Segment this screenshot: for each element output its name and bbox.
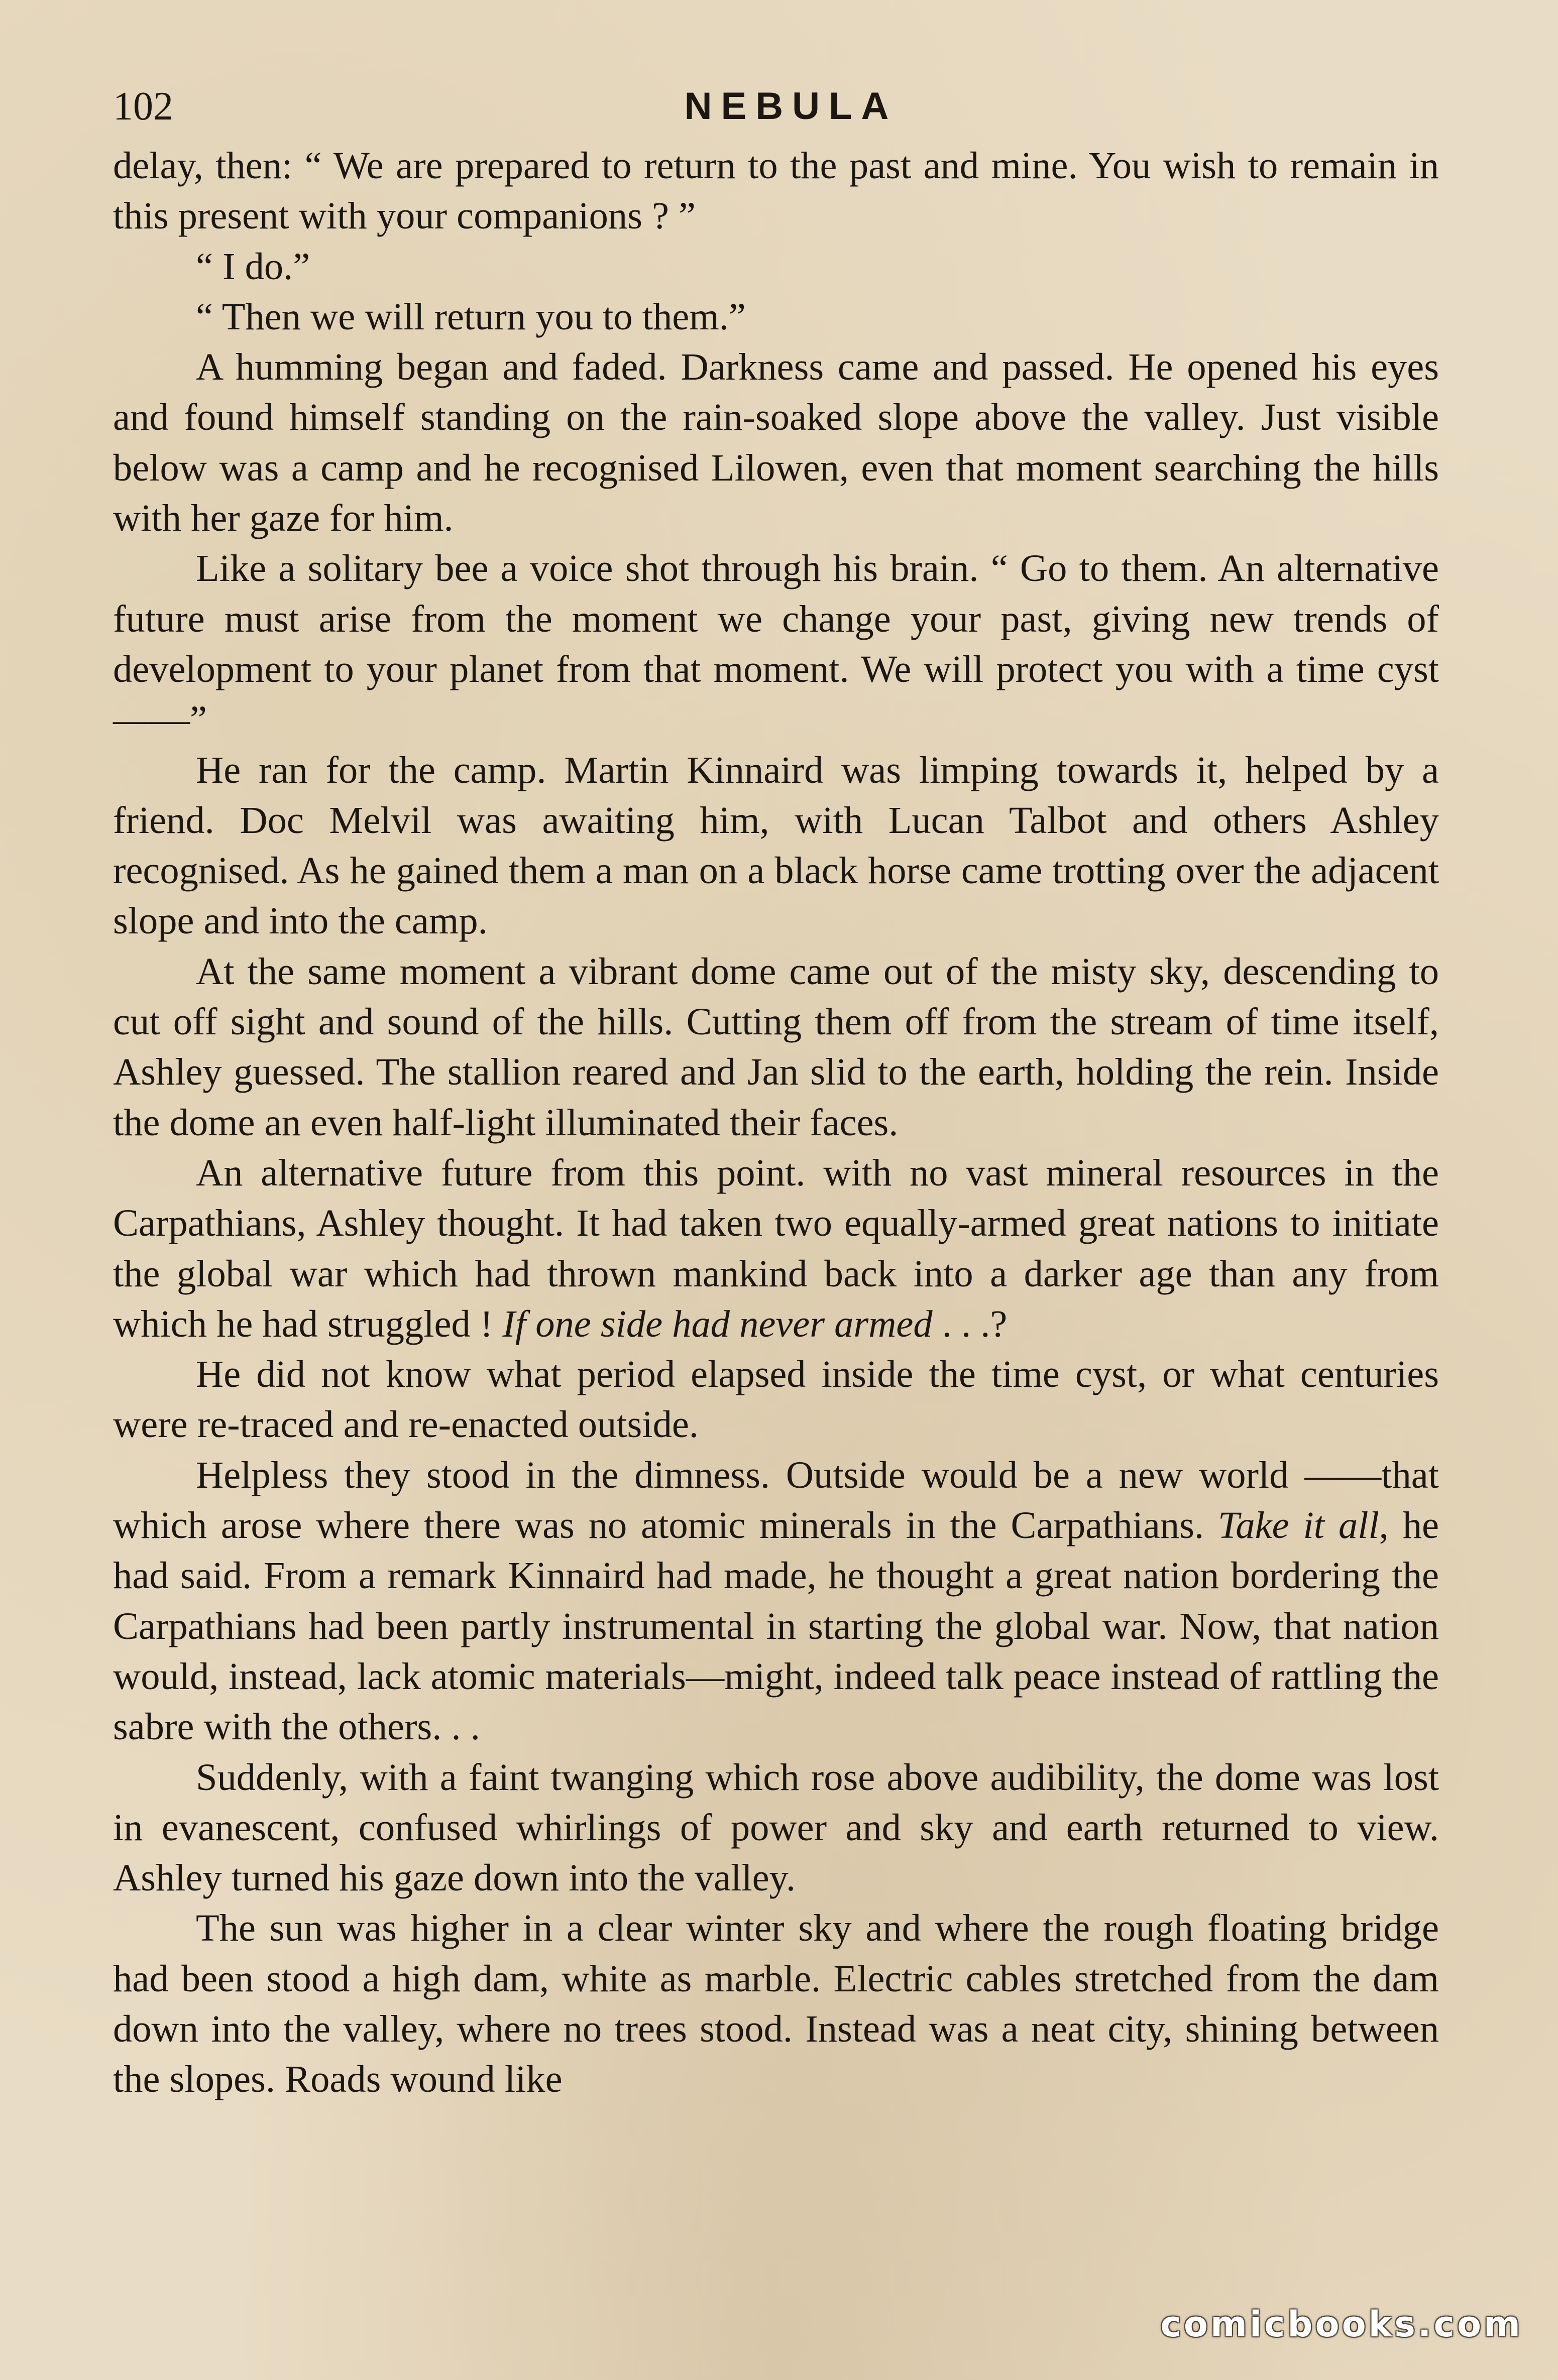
magazine-title: NEBULA xyxy=(684,85,898,128)
paragraph: Suddenly, with a faint twanging which rose above audibility, the dome was lost in evanescent, confused whirlings of power and sky and earth returned to view. Ashley turned his gaze down into the valley. xyxy=(113,1755,1439,1899)
italic-phrase: Take it all xyxy=(1217,1504,1379,1547)
paragraph: At the same moment a vibrant dome came out of the misty sky, descending to cut off sight and sound of the hills. Cutting them off from the stream of time itself, Ashley guessed. The stallion reared and Jan slid to the earth, holding the rein. Inside the dome an even half-light illuminated their faces. xyxy=(113,949,1439,1144)
paragraph: A humming began and faded. Darkness came and passed. He opened his eyes and found himself standing on the rain-soaked slope above the valley. Just visible below was a camp and he recognised Lilowen, even that moment searching the hills with her gaze for him. xyxy=(113,345,1439,540)
book-page xyxy=(113,75,1439,2320)
page-number: 102 xyxy=(113,84,173,129)
paragraph: The sun was higher in a clear winter sky and where the rough floating bridge had been stood a high dam, white as marble. Electric cables stretched from the dam down into the valley, where no trees stood. Instead was a neat city, shining between the slopes. Roads wound like xyxy=(113,1907,1439,2101)
paragraph-text: . . .? xyxy=(932,1302,1008,1345)
paragraph-text: , he had said. From a remark Kinnaird had made, he thought a great nation bordering the Carpathians had been partly instrumental in starting the global war. Now, that nation would, instead, lack atomic materials—might, indeed talk peace instead of rattling the sabre with the others. . . xyxy=(113,1504,1439,1748)
italic-phrase: If one side had never armed xyxy=(502,1302,933,1345)
paragraph: delay, then: “ We are prepared to return to the past and mine. You wish to remain in this present with your companions ? ” xyxy=(113,144,1439,237)
paragraph: “ I do.” xyxy=(196,245,310,288)
running-head xyxy=(113,75,1439,141)
paragraph: “ Then we will return you to them.” xyxy=(196,295,746,338)
paragraph: He did not know what period elapsed inside the time cyst, or what centuries were re-traced and re-enacted outside. xyxy=(113,1353,1439,1446)
body-text xyxy=(113,141,1439,2105)
paragraph xyxy=(113,1450,1439,1752)
paragraph: He ran for the camp. Martin Kinnaird was limping towards it, helped by a friend. Doc Melvil was awaiting him, with Lucan Talbot and others Ashley recognised. As he gained them a man on a black horse came trotting over the adjacent slope and into the camp. xyxy=(113,748,1439,942)
paragraph-text: Helpless they stood in the dimness. Outside would be a new world ——that which arose where there was no atomic minerals in the Carpathians. xyxy=(113,1453,1439,1547)
watermark: comicbooks.com xyxy=(1160,2304,1523,2345)
paragraph-text: An alternative future from this point. with no vast mineral resources in the Carpathians, Ashley thought. It had taken two equally-armed great nations to initiate the global war which had thrown mankind back into a darker age than any from which he had struggled ! xyxy=(113,1151,1439,1345)
paragraph xyxy=(113,1148,1439,1349)
paragraph: Like a solitary bee a voice shot through his brain. “ Go to them. An alternative future must arise from the moment we change your past, giving new trends of development to your planet from that moment. We will protect you with a time cyst——” xyxy=(113,547,1439,741)
